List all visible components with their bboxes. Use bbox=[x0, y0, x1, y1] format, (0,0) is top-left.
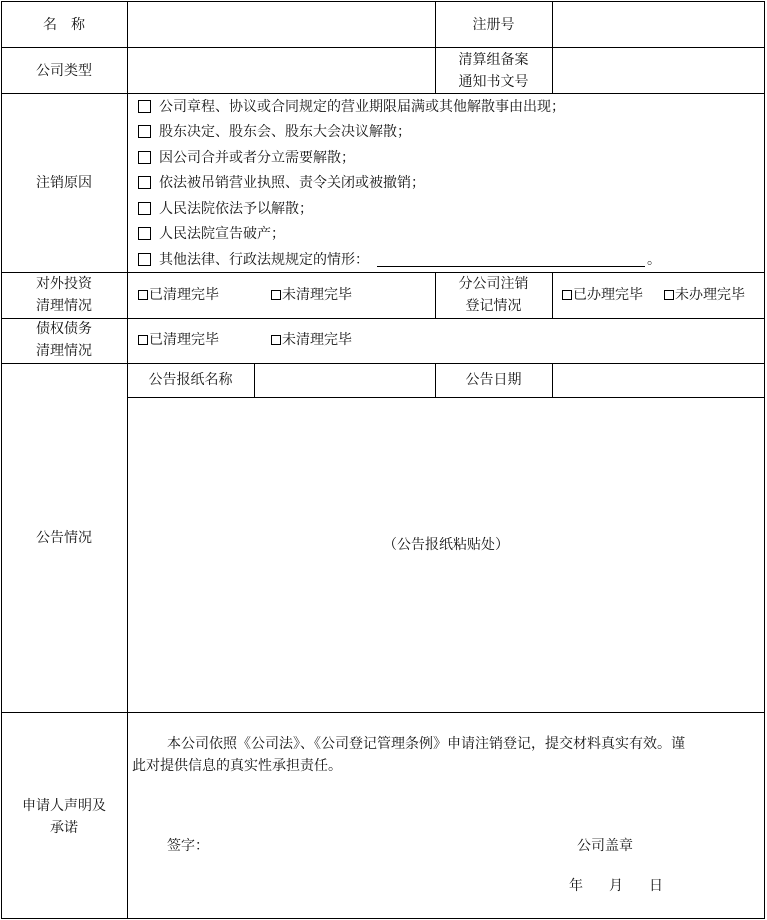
investment-option-done[interactable]: 已清理完毕 bbox=[138, 286, 219, 304]
checkbox[interactable] bbox=[138, 100, 151, 113]
announcement-date-label: 公告日期 bbox=[465, 372, 522, 388]
investment-label-line2: 清理情况 bbox=[36, 298, 92, 314]
divider bbox=[1, 47, 765, 48]
deregistration-form bbox=[1, 1, 765, 919]
newspaper-name-label: 公告报纸名称 bbox=[148, 372, 233, 388]
checkbox[interactable] bbox=[138, 290, 148, 300]
date-year-label: 年 bbox=[569, 878, 583, 894]
cancel-reason-item[interactable] bbox=[138, 123, 411, 141]
signature-label: 签字： bbox=[167, 838, 209, 854]
checkbox[interactable] bbox=[138, 253, 151, 266]
investment-option-not[interactable]: 未清理完毕 bbox=[271, 286, 352, 304]
liquidation-notice-field[interactable] bbox=[557, 62, 757, 80]
cancel-reason-item[interactable] bbox=[138, 149, 355, 167]
declaration-label-line2: 承诺 bbox=[50, 820, 78, 836]
divider bbox=[552, 363, 553, 397]
cancel-reason-item[interactable] bbox=[138, 225, 285, 243]
date-month-label: 月 bbox=[609, 878, 623, 894]
name-label: 名 称 bbox=[43, 17, 85, 33]
declaration-label-line1: 申请人声明及 bbox=[22, 798, 106, 814]
divider bbox=[1, 712, 765, 713]
checkbox[interactable] bbox=[664, 290, 674, 300]
liquidation-notice-label-line2: 通知书文号 bbox=[458, 74, 529, 90]
divider bbox=[1, 93, 765, 94]
announcement-date-field[interactable] bbox=[557, 371, 757, 389]
announcement-label: 公告情况 bbox=[36, 530, 92, 546]
debt-label-line2: 清理情况 bbox=[36, 343, 92, 359]
declaration-text-line1: 本公司依照《公司法》、《公司登记管理条例》申请注销登记，提交材料真实有效。谨 bbox=[167, 736, 685, 752]
cancel-reason-text: 其他法律、行政法规规定的情形： bbox=[159, 252, 369, 268]
divider bbox=[552, 272, 553, 318]
branch-option-done[interactable]: 已办理完毕 bbox=[562, 286, 643, 304]
divider bbox=[1, 363, 765, 364]
border-top bbox=[1, 1, 765, 2]
other-reason-input[interactable] bbox=[377, 252, 645, 267]
checkbox[interactable] bbox=[138, 335, 148, 345]
border-right bbox=[764, 1, 765, 919]
cancel-reason-text: 依法被吊销营业执照、责令关闭或被撤销； bbox=[159, 175, 425, 191]
cancel-reason-item[interactable] bbox=[138, 98, 565, 116]
branch-label-line2: 登记情况 bbox=[465, 298, 522, 314]
company-type-label: 公司类型 bbox=[36, 63, 92, 79]
cancel-reason-text: 因公司合并或者分立需要解散； bbox=[159, 150, 355, 166]
debt-option-not[interactable]: 未清理完毕 bbox=[271, 331, 352, 349]
checkbox[interactable] bbox=[138, 202, 151, 215]
label-column-divider bbox=[127, 1, 128, 919]
newspaper-name-field[interactable] bbox=[259, 371, 431, 389]
cancel-reason-text: 股东决定、股东会、股东大会决议解散； bbox=[159, 124, 411, 140]
cancel-reason-label: 注销原因 bbox=[36, 175, 92, 191]
divider bbox=[254, 363, 255, 397]
date-day-label: 日 bbox=[649, 878, 663, 894]
cancel-reason-text: 人民法院依法予以解散； bbox=[159, 201, 313, 217]
declaration-text-line2: 此对提供信息的真实性承担责任。 bbox=[132, 758, 342, 774]
checkbox[interactable] bbox=[138, 125, 151, 138]
liquidation-notice-label-line1: 清算组备案 bbox=[458, 52, 529, 68]
divider bbox=[127, 397, 765, 398]
company-seal-label: 公司盖章 bbox=[577, 838, 633, 854]
checkbox[interactable] bbox=[271, 290, 281, 300]
debt-option-done[interactable]: 已清理完毕 bbox=[138, 331, 219, 349]
branch-option-not[interactable]: 未办理完毕 bbox=[664, 286, 745, 304]
company-type-field[interactable] bbox=[131, 62, 431, 80]
branch-label-line1: 分公司注销 bbox=[458, 276, 529, 292]
divider bbox=[552, 1, 553, 93]
checkbox[interactable] bbox=[138, 227, 151, 240]
cancel-reason-text: 公司章程、协议或合同规定的营业期限届满或其他解散事由出现； bbox=[159, 99, 565, 115]
debt-label-line1: 债权债务 bbox=[36, 321, 92, 337]
checkbox[interactable] bbox=[138, 151, 151, 164]
border-bottom bbox=[1, 918, 765, 919]
cancel-reason-item[interactable] bbox=[138, 200, 313, 218]
cancel-reason-item[interactable] bbox=[138, 251, 661, 269]
registration-number-field[interactable] bbox=[557, 16, 757, 34]
investment-label-line1: 对外投资 bbox=[36, 276, 92, 292]
registration-number-label: 注册号 bbox=[472, 17, 515, 33]
name-field[interactable] bbox=[131, 16, 431, 34]
cancel-reason-item[interactable] bbox=[138, 174, 425, 192]
divider bbox=[1, 318, 765, 319]
border-left bbox=[1, 1, 2, 919]
cancel-reason-text: 人民法院宣告破产； bbox=[159, 226, 285, 242]
divider bbox=[1, 272, 765, 273]
checkbox[interactable] bbox=[562, 290, 572, 300]
checkbox[interactable] bbox=[138, 176, 151, 189]
checkbox[interactable] bbox=[271, 335, 281, 345]
other-reason-end: 。 bbox=[647, 252, 661, 268]
newspaper-paste-area: （公告报纸粘贴处） bbox=[383, 537, 509, 553]
